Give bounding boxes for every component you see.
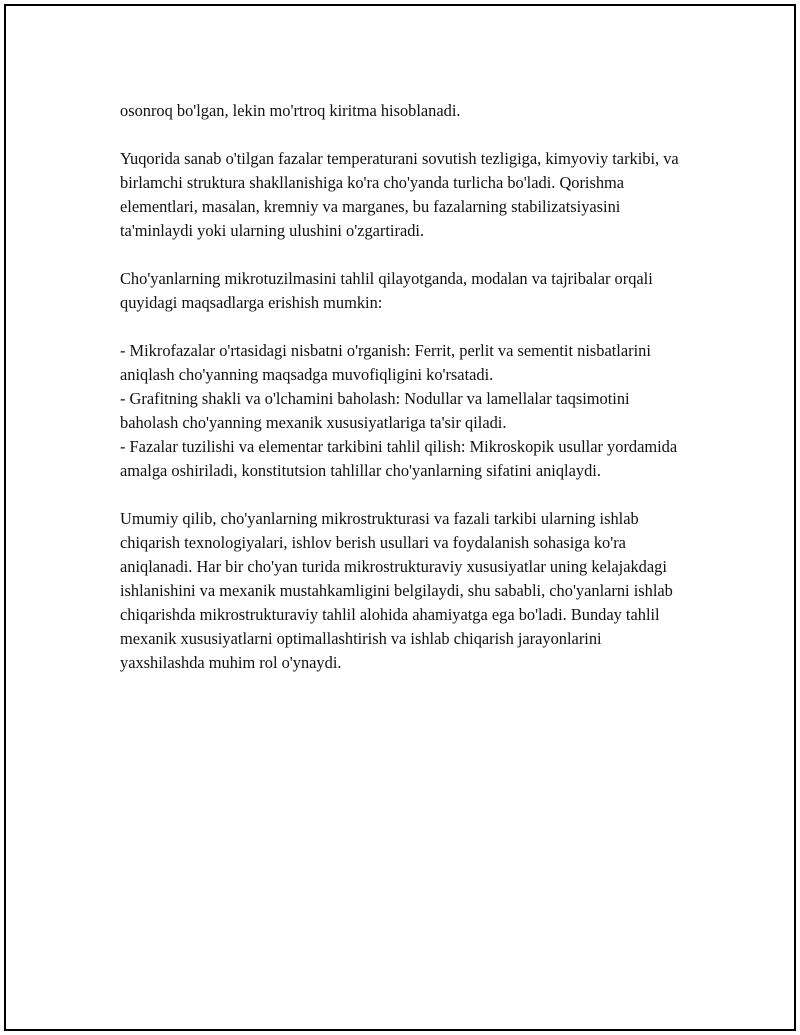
paragraph-conclusion: Umumiy qilib, cho'yanlarning mikrostrukturasi va fazali tarkibi ularning ishlab chiqarish texnologiyalari, ishlov berish usullari va foydalanish sohasiga ko'ra aniqlanadi. Har bir cho'yan turida mikrostrukturaviy xususiyatlar uning kelajakdagi ishlanishini va mexanik mustahkamligini belgilaydi, shu sababli, cho'yanlarni ishlab chiqarishda mikrostrukturaviy tahlil alohida ahamiyatga ega bo'ladi. Bunday tahlil mexanik xususiyatlarni optimallashtirish va ishlab chiqarish jarayonlarini yaxshilashda muhim rol o'ynaydi.	[120, 509, 677, 672]
document-body	[120, 99, 690, 699]
list-item: - Grafitning shakli va o'lchamini baholash: Nodullar va lamellalar taqsimotini baholash cho'yanning mexanik xususiyatlariga ta'sir qiladi.	[120, 389, 634, 432]
list-item: - Fazalar tuzilishi va elementar tarkibini tahlil qilish: Mikroskopik usullar yordamida amalga oshiriladi, konstitutsion tahlillar cho'yanlarning sifatini aniqlaydi.	[120, 437, 682, 480]
paragraph-phases: Yuqorida sanab o'tilgan fazalar temperaturani sovutish tezligiga, kimyoviy tarkibi, va birlamchi struktura shakllanishiga ko'ra cho'yanda turlicha bo'ladi. Qorishma elementlari, masalan, kremniy va marganes, bu fazalarning stabilizatsiyasini ta'minlaydi yoki ularning ulushini o'zgartiradi.	[120, 149, 683, 240]
paragraph-analysis-intro: Cho'yanlarning mikrotuzilmasini tahlil qilayotganda, modalan va tajribalar orqali quyidagi maqsadlarga erishish mumkin:	[120, 269, 657, 312]
paragraph-continuation: osonroq bo'lgan, lekin mo'rtroq kiritma hisoblanadi.	[120, 101, 461, 120]
goals-list	[120, 339, 690, 483]
document-page	[4, 4, 796, 1031]
list-item: - Mikrofazalar o'rtasidagi nisbatni o'rganish: Ferrit, perlit va sementit nisbatlarini aniqlash cho'yanning maqsadga muvofiqligini ko'rsatadi.	[120, 341, 655, 384]
